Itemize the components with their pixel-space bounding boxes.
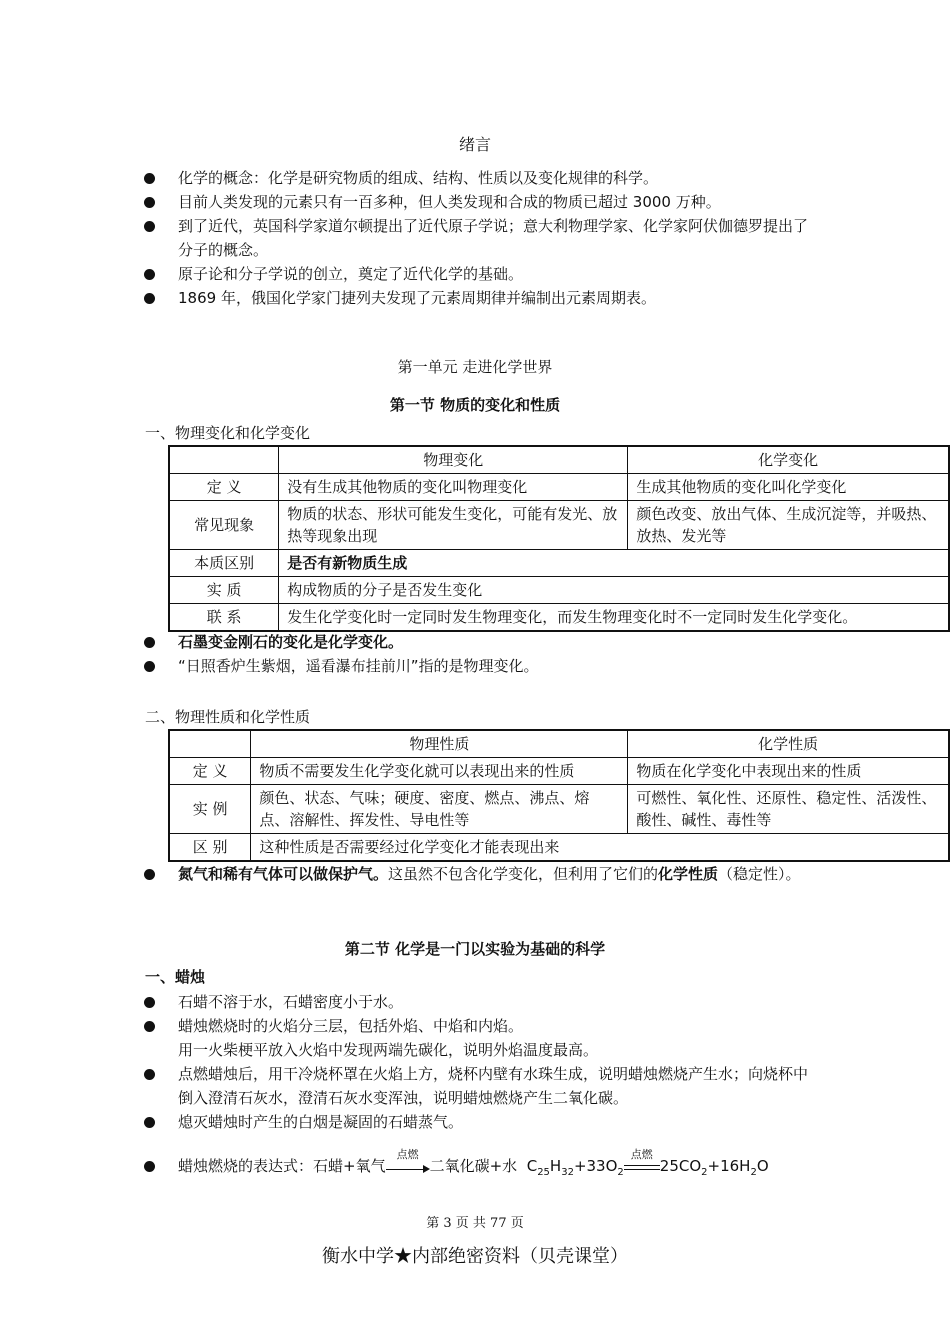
list-item: 1869 年，俄国化学家门捷列夫发现了元素周期律并编制出元素周期表。 [140, 286, 820, 310]
table-corner-cell [169, 446, 279, 474]
page-number: 第 3 页 共 77 页 [426, 1216, 524, 1231]
bullet-dot-icon [144, 173, 155, 184]
table-row [169, 501, 949, 550]
equation-bullet-list [140, 1147, 820, 1185]
chemical-formula-rhs: $25CO_2+16H_2O$ [659, 1157, 769, 1178]
table-cell: 物质在化学变化中表现出来的性质 [628, 758, 949, 785]
list-item: 石蜡不溶于水，石蜡密度小于水。 [140, 990, 820, 1014]
table-header: 化学变化 [628, 446, 949, 474]
list-item: 目前人类发现的元素只有一百多种，但人类发现和合成的物质已超过 3000 万种。 [140, 190, 820, 214]
table-cell: 构成物质的分子是否发生变化 [279, 577, 949, 604]
table-cell: 可燃性、氧化性、还原性、稳定性、活泼性、酸性、碱性、毒性等 [628, 785, 949, 834]
list-item: 到了近代，英国科学家道尔顿提出了近代原子学说；意大利物理学家、化学家阿伏伽德罗提出了分子的概念。 [140, 214, 820, 262]
intro-title: 绪言 [458, 135, 491, 154]
chemical-formula: $C_{25}H_{32}+33O_2$ [526, 1157, 624, 1178]
row-label: 定 义 [169, 474, 279, 501]
bullet-dot-icon [144, 293, 155, 304]
table-row [169, 474, 949, 501]
table-cell: 是否有新物质生成 [279, 550, 949, 577]
list-item: 化学的概念：化学是研究物质的组成、结构、性质以及变化规律的科学。 [140, 166, 820, 190]
table-row [169, 834, 949, 862]
list-item: 点燃蜡烛后，用干冷烧杯罩在火焰上方，烧杯内壁有水珠生成，说明蜡烛燃烧产生水；向烧杯中倒入澄清石灰水，澄清石灰水变浑浊，说明蜡烛燃烧产生二氧化碳。 [140, 1062, 820, 1110]
table-header: 物理变化 [279, 446, 628, 474]
bullet-dot-icon [144, 269, 155, 280]
table-physical-chemical-property [168, 729, 950, 862]
table-row [169, 550, 949, 577]
table-cell: 没有生成其他物质的变化叫物理变化 [279, 474, 628, 501]
list-item: 熄灭蜡烛时产生的白烟是凝固的石蜡蒸气。 [140, 1110, 820, 1134]
bullet-dot-icon [144, 221, 155, 232]
table-row [169, 604, 949, 632]
bullet-dot-icon [144, 1117, 155, 1128]
bullet-dot-icon [144, 661, 155, 672]
row-label: 实 质 [169, 577, 279, 604]
list-item: 原子论和分子学说的创立，奠定了近代化学的基础。 [140, 262, 820, 286]
list-item: 蜡烛燃烧时的火焰分三层，包括外焰、中焰和内焰。 [140, 1014, 820, 1038]
table-cell: 物质不需要发生化学变化就可以表现出来的性质 [251, 758, 628, 785]
unit-title: 第一单元 走进化学世界 [397, 358, 553, 376]
table-cell: 生成其他物质的变化叫化学变化 [628, 474, 949, 501]
source-footer: 衡水中学★内部绝密资料（贝壳课堂） [322, 1246, 628, 1267]
table-cell: 这种性质是否需要经过化学变化才能表现出来 [251, 834, 949, 862]
row-label: 定 义 [169, 758, 251, 785]
table-row [169, 785, 949, 834]
equals-sign-icon: 点燃 [624, 1157, 660, 1177]
equation-product: 二氧化碳+水 [429, 1157, 518, 1175]
change-bullet-list [140, 630, 820, 678]
bullet-dot-icon [144, 1069, 155, 1080]
property-bullet-list [140, 862, 820, 886]
bullet-dot-icon [144, 997, 155, 1008]
reaction-arrow-icon: 点燃 [386, 1157, 430, 1177]
row-label: 本质区别 [169, 550, 279, 577]
table-cell: 物质的状态、形状可能发生变化，可能有发光、放热等现象出现 [279, 501, 628, 550]
table-row [169, 758, 949, 785]
list-item [140, 1147, 820, 1185]
bullet-dot-icon [144, 869, 155, 880]
row-label: 实 例 [169, 785, 251, 834]
table-header: 化学性质 [628, 730, 949, 758]
row-label: 常见现象 [169, 501, 279, 550]
bullet-dot-icon [144, 1021, 155, 1032]
table-physical-chemical-change [168, 445, 950, 632]
equation-prefix: 蜡烛燃烧的表达式：石蜡+氧气 [178, 1157, 386, 1175]
list-item: 用一火柴梗平放入火焰中发现两端先碳化，说明外焰温度最高。 [178, 1041, 599, 1059]
row-label: 区 别 [169, 834, 251, 862]
bullet-dot-icon [144, 637, 155, 648]
bullet-dot-icon [144, 197, 155, 208]
table-cell: 颜色改变、放出气体、生成沉淀等，并吸热、放热、发光等 [628, 501, 949, 550]
intro-bullet-list [140, 166, 820, 310]
table-cell: 颜色、状态、气味；硬度、密度、燃点、沸点、熔点、溶解性、挥发性、导电性等 [251, 785, 628, 834]
section2-title: 第二节 化学是一门以实验为基础的科学 [344, 940, 606, 958]
bullet-dot-icon [144, 1161, 155, 1172]
table-row [169, 577, 949, 604]
row-label: 联 系 [169, 604, 279, 632]
part1-heading: 一、物理变化和化学变化 [145, 424, 311, 442]
list-item: 氮气和稀有气体可以做保护气。这虽然不包含化学变化，但利用了它们的化学性质（稳定性）。 [140, 862, 820, 886]
table-corner-cell [169, 730, 251, 758]
list-item: 石墨变金刚石的变化是化学变化。 [140, 630, 820, 654]
table-header: 物理性质 [251, 730, 628, 758]
table-cell: 发生化学变化时一定同时发生物理变化，而发生物理变化时不一定同时发生化学变化。 [279, 604, 949, 632]
section1-title: 第一节 物质的变化和性质 [389, 396, 561, 414]
candle-bullet-list [140, 990, 820, 1134]
list-item: “日照香炉生紫烟，遥看瀑布挂前川”指的是物理变化。 [140, 654, 820, 678]
candle-heading: 一、蜡烛 [145, 968, 206, 986]
part2-heading: 二、物理性质和化学性质 [145, 708, 311, 726]
